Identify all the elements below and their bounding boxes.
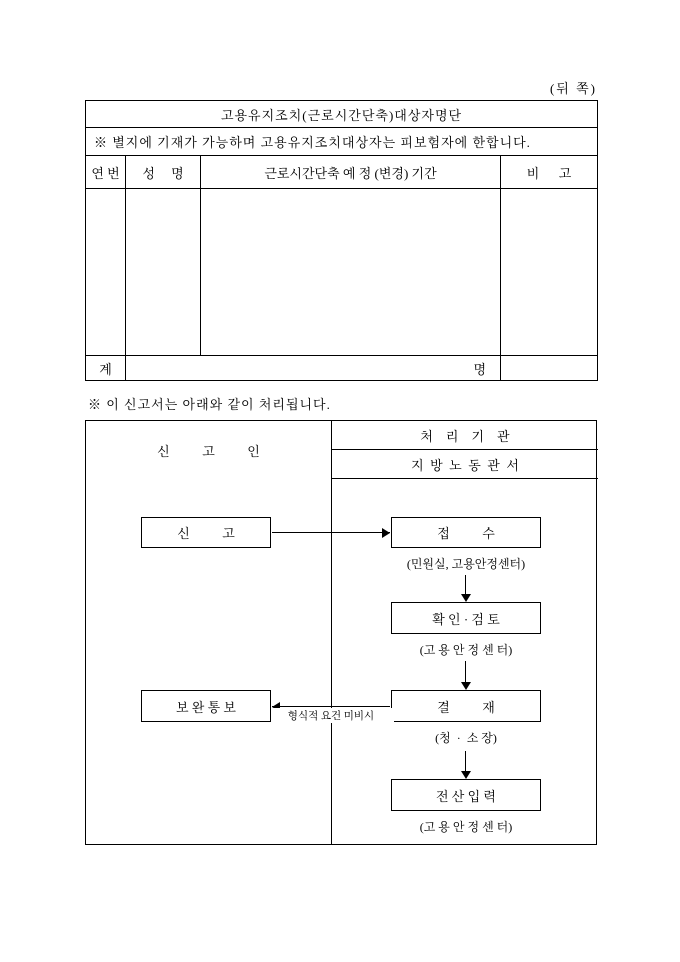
header-local-labor-office: 지 방 노 동 관 서 <box>332 451 598 479</box>
approval-sub-label: (청 · 소 장) <box>435 731 497 745</box>
review-to-approval-arrow-line <box>465 661 466 683</box>
flowchart-column-divider <box>331 421 332 844</box>
approval-box: 결 재 <box>391 690 541 722</box>
arrow-down-icon <box>461 594 471 602</box>
back-side-label: (뒤 쪽) <box>549 81 597 96</box>
total-unit-label: 명 <box>473 361 486 377</box>
receipt-sub-label: (민원실, 고용안정센터) <box>406 557 526 571</box>
review-box: 확 인 · 검 토 <box>391 602 541 634</box>
review-sub-label: (고 용 안 정 센 터) <box>419 643 513 657</box>
header-declarant: 신 고 인 <box>157 443 260 459</box>
process-flowchart <box>85 420 597 845</box>
report-to-receipt-arrow-line <box>272 532 390 533</box>
supplement-arrow-label: 형식적 요건 미비시 <box>268 708 394 723</box>
supplement-notice-box: 보 완 통 보 <box>141 690 271 722</box>
arrow-right-icon <box>382 528 390 538</box>
table-title: 고용유지조치(근로시간단축)대상자명단 <box>86 101 598 128</box>
approval-to-supplement-arrow-line <box>272 706 390 707</box>
body-cell-name <box>126 189 201 356</box>
col-header-remarks: 비 고 <box>501 156 598 189</box>
arrow-down-icon <box>461 682 471 690</box>
total-value-cell <box>126 356 501 381</box>
total-remarks-cell <box>501 356 598 381</box>
header-processing-agency: 처 리 기 관 <box>332 421 598 450</box>
col-header-seq-no: 연 번 <box>86 156 126 189</box>
body-cell-period <box>201 189 501 356</box>
body-cell-seq-no <box>86 189 126 356</box>
entry-sub-label: (고 용 안 정 센 터) <box>419 820 513 834</box>
process-note: ※ 이 신고서는 아래와 같이 처리됩니다. <box>88 397 331 412</box>
computer-entry-box: 전 산 입 력 <box>391 779 541 811</box>
arrow-down-icon <box>461 771 471 779</box>
body-cell-remarks <box>501 189 598 356</box>
col-header-period: 근로시간단축 예 정 (변경) 기간 <box>201 156 501 189</box>
receipt-to-review-arrow-line <box>465 575 466 595</box>
total-label: 계 <box>86 356 126 381</box>
report-box: 신 고 <box>141 517 271 548</box>
approval-to-entry-arrow-line <box>465 751 466 772</box>
receipt-box: 접 수 <box>391 517 541 548</box>
target-list-table <box>85 100 598 381</box>
table-note: ※ 별지에 기재가 가능하며 고용유지조치대상자는 피보험자에 한합니다. <box>86 128 598 156</box>
col-header-name: 성 명 <box>126 156 201 189</box>
